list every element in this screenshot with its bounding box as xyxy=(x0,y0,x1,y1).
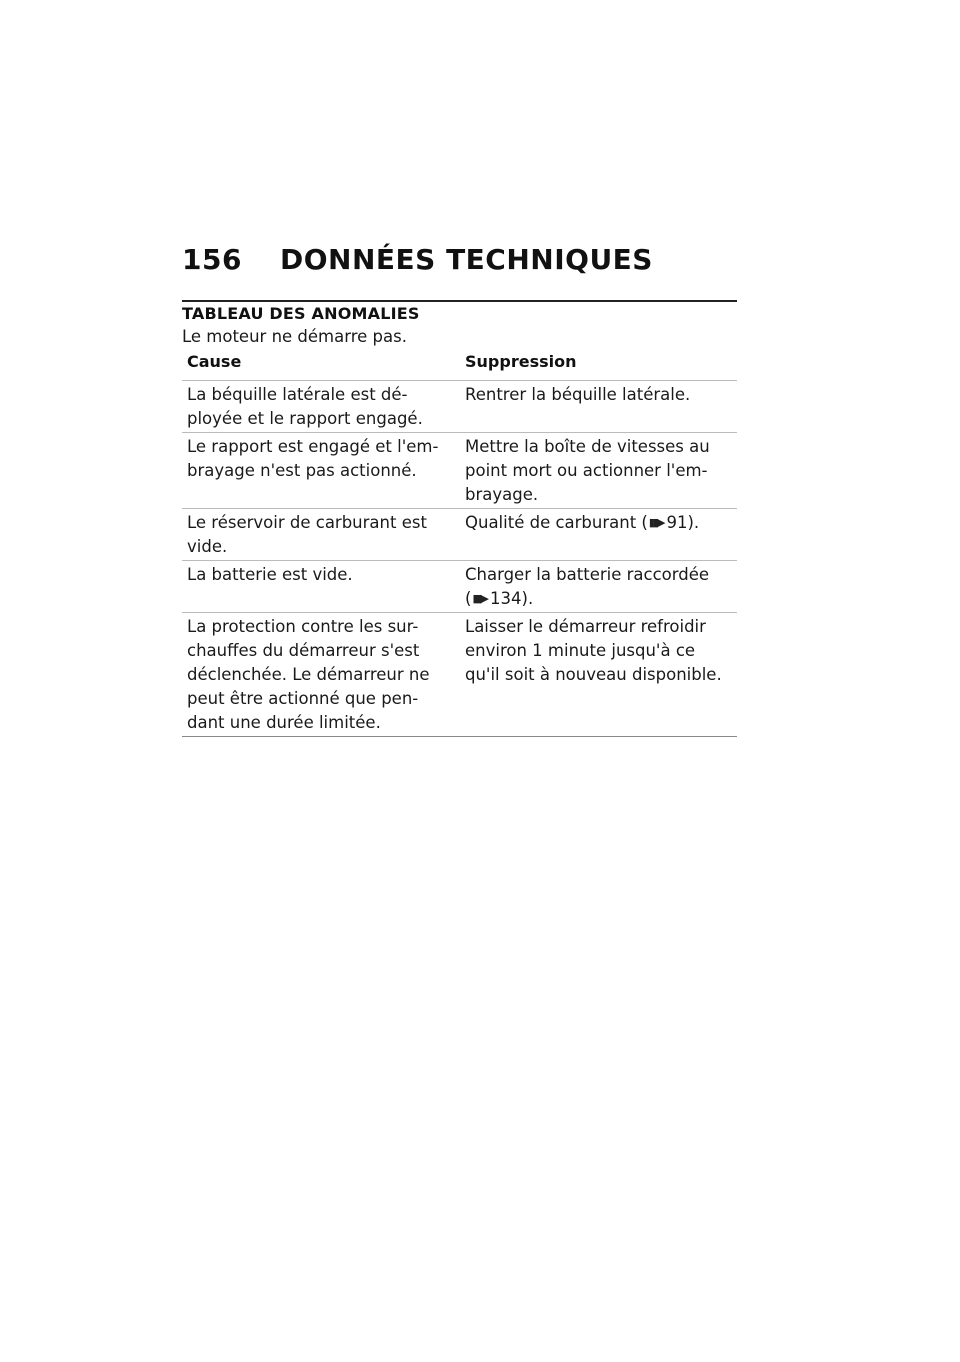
remedy-cell: Laisser le démarreur refroidir environ 1 minute jusqu'à ce qu'il soit à nouveau disponible. xyxy=(465,617,722,684)
cause-cell: Le rapport est engagé et l'em- brayage n'est pas actionné. xyxy=(187,437,439,480)
page-header xyxy=(182,243,653,276)
cause-cell: La batterie est vide. xyxy=(187,565,353,584)
remedy-text-end: ). xyxy=(521,589,534,608)
column-header-cause: Cause xyxy=(187,352,242,371)
section-title: TABLEAU DES ANOMALIES xyxy=(182,300,737,323)
column-header-remedy: Suppression xyxy=(465,352,577,371)
remedy-cell xyxy=(460,511,737,559)
table-row xyxy=(182,381,737,433)
page-reference[interactable]: 134 xyxy=(490,589,522,608)
remedy-cell: Rentrer la béquille latérale. xyxy=(465,385,691,404)
table-row xyxy=(182,509,737,561)
table-row xyxy=(182,561,737,613)
remedy-cell xyxy=(460,563,737,611)
remedy-cell: Mettre la boîte de vitesses au point mort ou actionner l'em- brayage. xyxy=(465,437,710,504)
remedy-text: Qualité de carburant ( xyxy=(465,513,648,532)
remedy-text-end: ). xyxy=(687,513,700,532)
arrow-ref-icon: ▮▮▶ xyxy=(648,516,664,529)
page-number: 156 xyxy=(182,243,242,276)
cause-cell: La protection contre les sur- chauffes du démarreur s'est déclenchée. Le démarreur ne peut être actionné que pen- dant une durée limitée. xyxy=(187,617,430,732)
chapter-title: DONNÉES TECHNIQUES xyxy=(280,243,653,276)
arrow-ref-icon: ▮▮▶ xyxy=(472,592,488,605)
remedy-text: Charger la batterie raccordée ( xyxy=(465,565,710,608)
cause-cell: Le réservoir de carburant est vide. xyxy=(187,513,427,556)
table-row xyxy=(182,433,737,509)
cause-cell: La béquille latérale est dé- ployée et le rapport engagé. xyxy=(187,385,423,428)
table-row xyxy=(182,613,737,737)
anomalies-table xyxy=(182,350,737,737)
intro-text: Le moteur ne démarre pas. xyxy=(182,327,407,346)
page-reference[interactable]: 91 xyxy=(666,513,688,532)
table-header xyxy=(182,350,737,381)
